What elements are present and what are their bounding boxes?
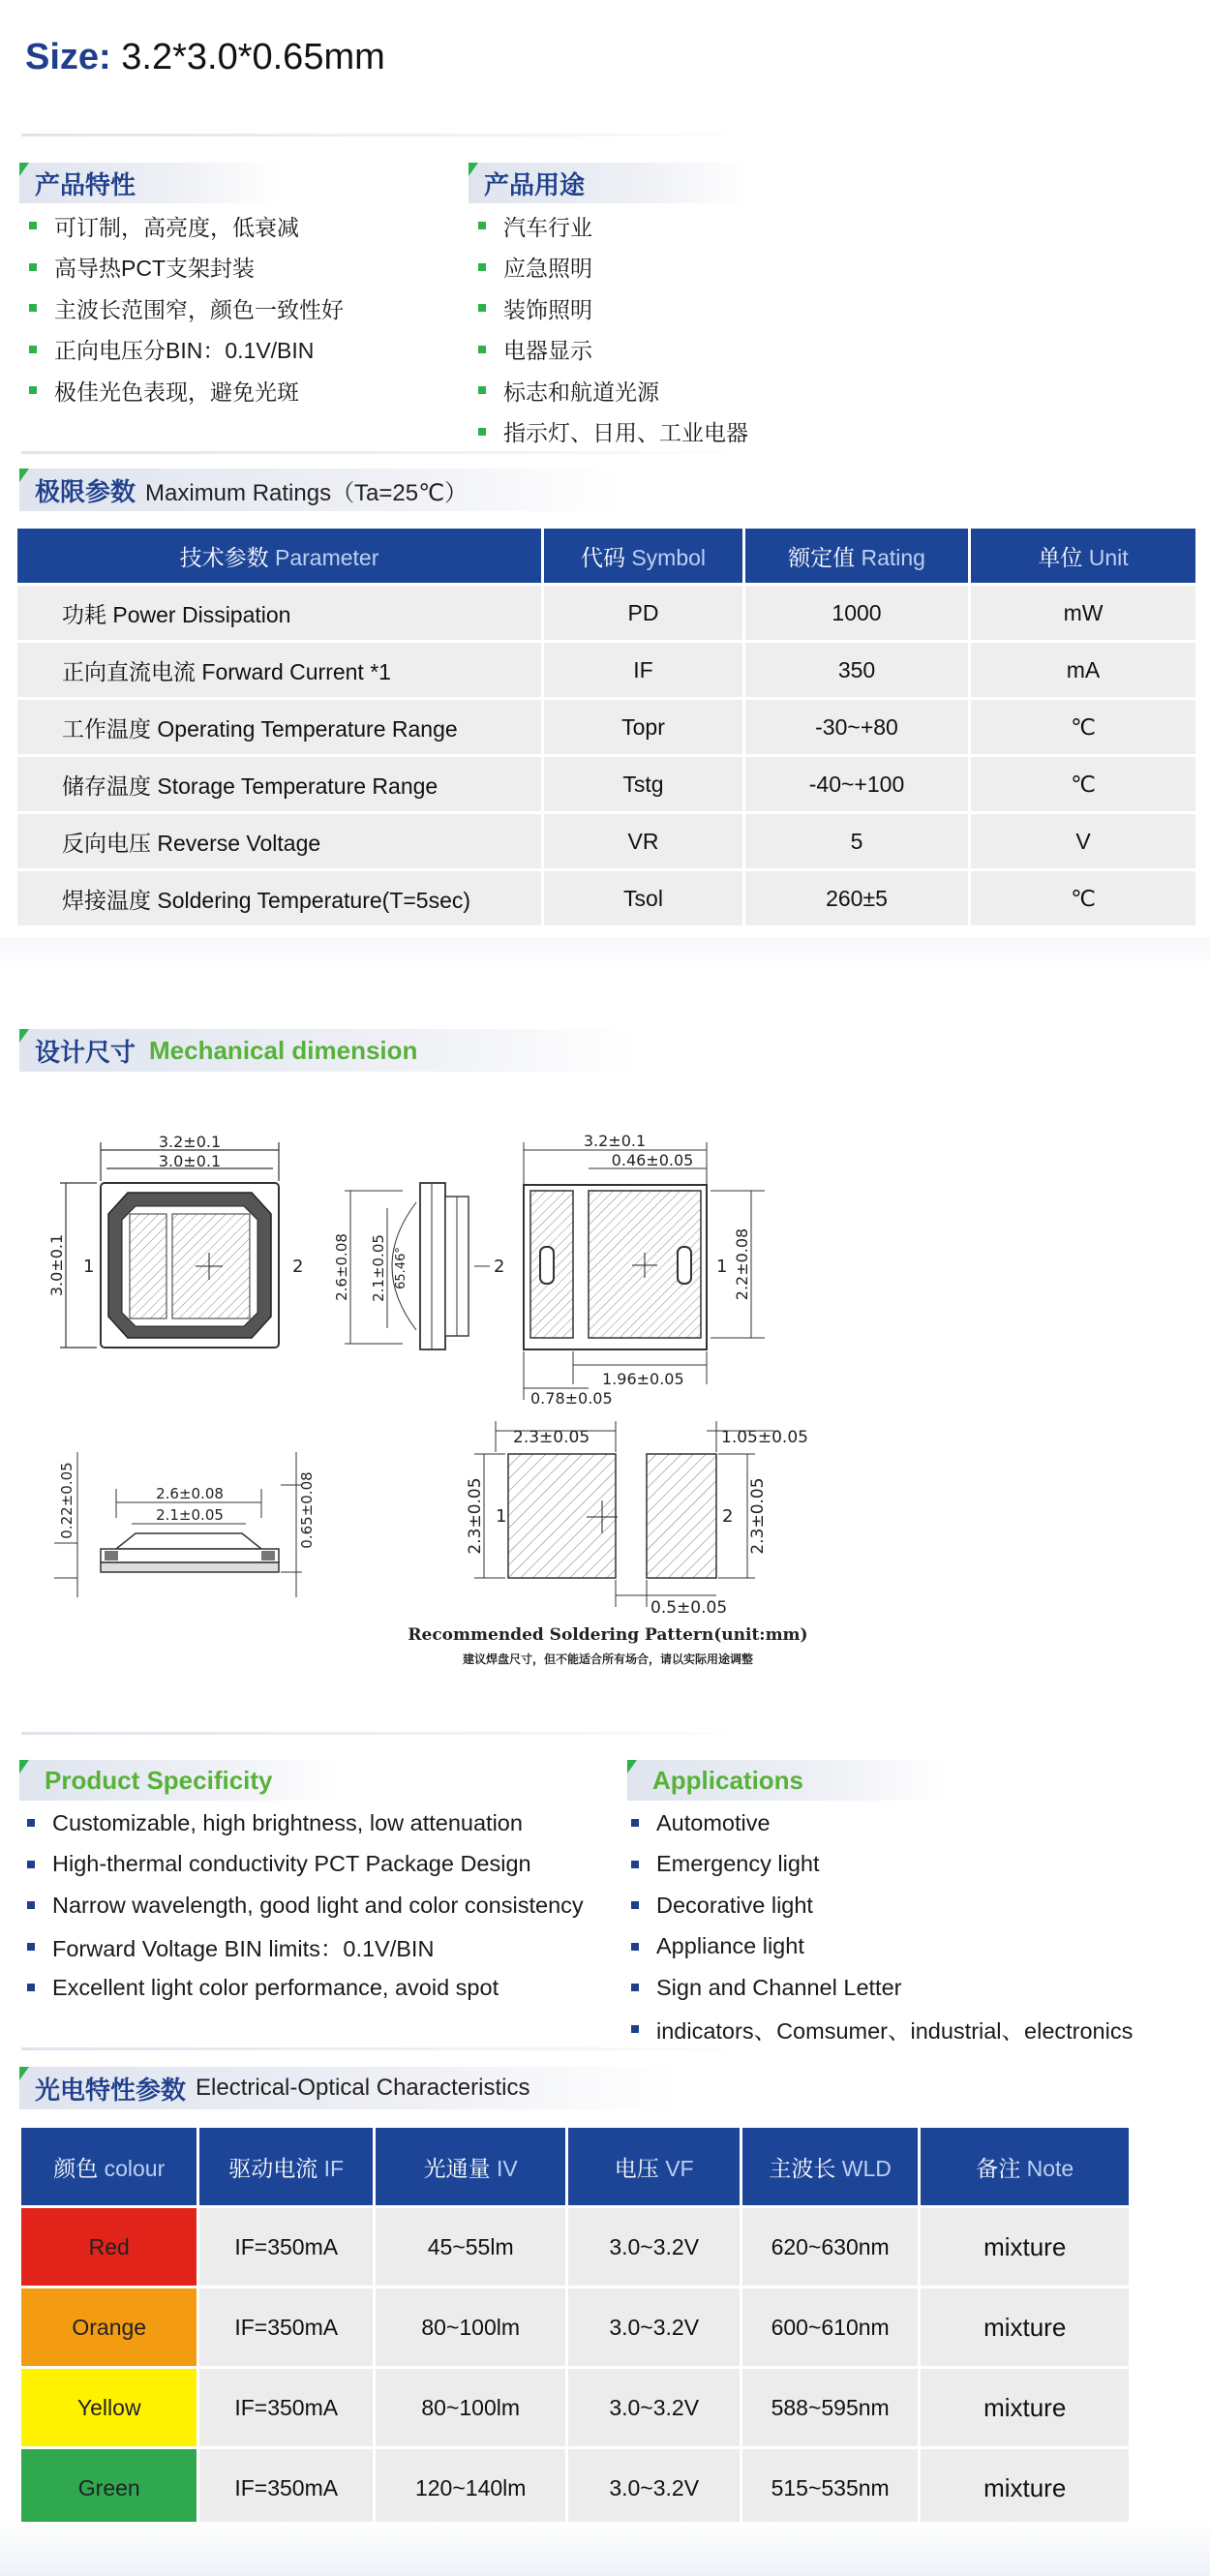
table-row <box>21 2208 1129 2286</box>
dim-label: 2.2±0.08 <box>733 1227 751 1301</box>
unit-cell: ℃ <box>971 757 1195 811</box>
list-item: 可订制，高亮度，低衰减 <box>29 205 344 247</box>
bullet-icon <box>631 1901 639 1909</box>
list-item: Appliance light <box>631 1926 1133 1968</box>
dim-label: 3.0±0.1 <box>158 1152 222 1170</box>
if-cell: IF=350mA <box>199 2288 372 2366</box>
features-cn-list <box>29 205 344 411</box>
eo-title-cn: 光电特性参数 <box>35 2075 187 2105</box>
table-row <box>21 2288 1129 2366</box>
eo-table <box>18 2125 1132 2530</box>
pattern-note: 建议焊盘尺寸，但不能适合所有场合，请以实际用途调整 <box>462 1652 754 1666</box>
bullet-icon <box>478 222 486 229</box>
dim-label: 0.22±0.05 <box>58 1462 76 1539</box>
wld-cell: 588~595nm <box>742 2369 918 2446</box>
front-view <box>54 1452 316 1597</box>
features-en-list <box>27 1803 584 2009</box>
bullet-icon <box>631 1943 639 1951</box>
iv-cell: 80~100lm <box>376 2288 566 2366</box>
max-ratings-title-en: Maximum Ratings（Ta=25℃） <box>145 479 469 506</box>
param-cell: 焊接温度 Soldering Temperature(T=5sec) <box>17 871 541 925</box>
list-item: Forward Voltage BIN limits：0.1V/BIN <box>27 1926 584 1968</box>
features-cn-heading <box>19 163 281 203</box>
pin-label: 1 <box>496 1506 507 1527</box>
bullet-icon <box>29 304 37 312</box>
vf-cell: 3.0~3.2V <box>568 2369 739 2446</box>
param-cell: 正向直流电流 Forward Current *1 <box>17 643 541 697</box>
unit-cell: mW <box>971 586 1195 640</box>
param-cell: 反向电压 Reverse Voltage <box>17 814 541 868</box>
corner-mark-icon <box>19 469 29 482</box>
bullet-icon <box>27 1819 35 1827</box>
list-item: Emergency light <box>631 1844 1133 1886</box>
table-row <box>17 586 1195 640</box>
vf-cell: 3.0~3.2V <box>568 2208 739 2286</box>
list-item: 装饰照明 <box>478 288 748 329</box>
size-label: Size: <box>25 37 111 77</box>
if-cell: IF=350mA <box>199 2369 372 2446</box>
bullet-icon <box>631 1819 639 1827</box>
column-header: 代码 Symbol <box>544 529 742 583</box>
table-row <box>17 814 1195 868</box>
bullet-icon <box>29 346 37 353</box>
dim-label: 2.6±0.08 <box>333 1233 350 1301</box>
table-row <box>17 700 1195 754</box>
bullet-icon <box>631 1861 639 1868</box>
dim-label: 3.0±0.1 <box>47 1233 66 1297</box>
table-row <box>21 2369 1129 2446</box>
max-ratings-table <box>15 526 1198 928</box>
list-item: 电器显示 <box>478 329 748 371</box>
corner-mark-icon <box>19 2067 29 2080</box>
bullet-icon <box>478 263 486 271</box>
column-header: 电压 VF <box>568 2128 739 2205</box>
symbol-cell: Tstg <box>544 757 742 811</box>
if-cell: IF=350mA <box>199 2208 372 2286</box>
param-cell: 储存温度 Storage Temperature Range <box>17 757 541 811</box>
rating-cell: -30~+80 <box>745 700 968 754</box>
dim-label: 1.96±0.05 <box>602 1370 684 1388</box>
column-header: 单位 Unit <box>971 529 1195 583</box>
divider <box>21 451 757 454</box>
bullet-icon <box>29 386 37 394</box>
color-cell: Yellow <box>21 2369 197 2446</box>
mechanical-drawing <box>39 1123 891 1684</box>
wld-cell: 620~630nm <box>742 2208 918 2286</box>
param-cell: 工作温度 Operating Temperature Range <box>17 700 541 754</box>
column-header: 主波长 WLD <box>742 2128 918 2205</box>
bullet-icon <box>27 1943 35 1951</box>
dim-label: 0.46±0.05 <box>611 1151 694 1169</box>
list-item: 极佳光色表现，避免光斑 <box>29 370 344 411</box>
top-view <box>47 1133 303 1348</box>
iv-cell: 80~100lm <box>376 2369 566 2446</box>
pin-label: 2 <box>494 1257 505 1277</box>
if-cell: IF=350mA <box>199 2449 372 2527</box>
symbol-cell: Topr <box>544 700 742 754</box>
pattern-caption: Recommended Soldering Pattern(unit:mm) <box>408 1625 808 1645</box>
table-row <box>17 871 1195 925</box>
column-header: 颜色 colour <box>21 2128 197 2205</box>
pin-label: 1 <box>716 1257 728 1277</box>
footer-band <box>0 2522 1210 2576</box>
color-cell: Red <box>21 2208 197 2286</box>
dim-label: 2.6±0.08 <box>156 1485 224 1502</box>
table-header-row <box>17 529 1195 583</box>
dim-label: 3.2±0.1 <box>583 1132 647 1150</box>
note-cell: mixture <box>921 2208 1129 2286</box>
mechanical-title-en: Mechanical dimension <box>149 1035 418 1065</box>
eo-title-en: Electrical-Optical Characteristics <box>196 2075 530 2101</box>
unit-cell: ℃ <box>971 700 1195 754</box>
list-item: Automotive <box>631 1803 1133 1844</box>
dim-label: 2.3±0.05 <box>466 1477 485 1555</box>
eo-heading <box>19 2067 678 2109</box>
section-band <box>0 937 1210 972</box>
bullet-icon <box>478 304 486 312</box>
bullet-icon <box>478 428 486 436</box>
page-title <box>25 37 385 78</box>
bullet-icon <box>631 2025 639 2033</box>
unit-cell: mA <box>971 643 1195 697</box>
features-en-title: Product Specificity <box>45 1765 273 1795</box>
rating-cell: -40~+100 <box>745 757 968 811</box>
dim-label: 0.65±0.08 <box>298 1471 316 1549</box>
applications-cn-heading <box>469 163 749 203</box>
color-cell: Orange <box>21 2288 197 2366</box>
bottom-view <box>494 1132 765 1408</box>
soldering-pattern <box>408 1421 808 1666</box>
unit-cell: V <box>971 814 1195 868</box>
dim-label: 0.78±0.05 <box>530 1389 613 1408</box>
table-row <box>17 643 1195 697</box>
table-row <box>21 2449 1129 2527</box>
list-item: Decorative light <box>631 1885 1133 1926</box>
symbol-cell: IF <box>544 643 742 697</box>
bullet-icon <box>478 346 486 353</box>
dim-label: 2.1±0.05 <box>370 1234 387 1302</box>
corner-mark-icon <box>19 1760 29 1773</box>
dim-label: 2.3±0.05 <box>513 1428 590 1447</box>
table-header-row <box>21 2128 1129 2205</box>
rating-cell: 1000 <box>745 586 968 640</box>
list-item: Narrow wavelength, good light and color consistency <box>27 1885 584 1926</box>
column-header: 光通量 IV <box>376 2128 566 2205</box>
rating-cell: 350 <box>745 643 968 697</box>
list-item: 高导热PCT支架封装 <box>29 247 344 288</box>
corner-mark-icon <box>469 163 478 176</box>
dim-label: 0.5±0.05 <box>650 1598 728 1618</box>
dim-label: 1.05±0.05 <box>721 1428 808 1447</box>
pin-label: 1 <box>83 1257 95 1277</box>
symbol-cell: PD <box>544 586 742 640</box>
wld-cell: 600~610nm <box>742 2288 918 2366</box>
note-cell: mixture <box>921 2449 1129 2527</box>
rating-cell: 260±5 <box>745 871 968 925</box>
list-item: 主波长范围窄，颜色一致性好 <box>29 288 344 329</box>
iv-cell: 120~140lm <box>376 2449 566 2527</box>
bullet-icon <box>478 386 486 394</box>
bullet-icon <box>29 263 37 271</box>
corner-mark-icon <box>19 163 29 176</box>
list-item: indicators、Comsumer、industrial、electronics <box>631 2009 1133 2050</box>
column-header: 驱动电流 IF <box>199 2128 372 2205</box>
column-header: 备注 Note <box>921 2128 1129 2205</box>
param-cell: 功耗 Power Dissipation <box>17 586 541 640</box>
pin-label: 2 <box>722 1506 734 1527</box>
bullet-icon <box>29 222 37 229</box>
pin-label: 2 <box>292 1257 304 1277</box>
divider <box>21 2047 757 2050</box>
corner-mark-icon <box>19 1029 29 1043</box>
list-item: 标志和航道光源 <box>478 370 748 411</box>
applications-cn-list <box>478 205 748 452</box>
note-cell: mixture <box>921 2288 1129 2366</box>
table-row <box>17 757 1195 811</box>
applications-en-heading <box>627 1760 947 1801</box>
column-header: 额定值 Rating <box>745 529 968 583</box>
unit-cell: ℃ <box>971 871 1195 925</box>
side-view <box>333 1183 490 1349</box>
applications-en-list <box>631 1803 1133 2049</box>
list-item: Sign and Channel Letter <box>631 1967 1133 2009</box>
dim-label: 2.1±0.05 <box>156 1506 224 1524</box>
list-item: Customizable, high brightness, low attenuation <box>27 1803 584 1844</box>
list-item: 汽车行业 <box>478 205 748 247</box>
vf-cell: 3.0~3.2V <box>568 2288 739 2366</box>
list-item: Excellent light color performance, avoid spot <box>27 1967 584 2009</box>
list-item: 应急照明 <box>478 247 748 288</box>
divider <box>21 1732 757 1735</box>
bullet-icon <box>27 1901 35 1909</box>
list-item: High-thermal conductivity PCT Package Design <box>27 1844 584 1886</box>
dim-label: 3.2±0.1 <box>158 1133 222 1151</box>
applications-en-title: Applications <box>652 1765 804 1795</box>
divider <box>21 134 757 136</box>
vf-cell: 3.0~3.2V <box>568 2449 739 2527</box>
max-ratings-title-cn: 极限参数 <box>35 476 136 506</box>
bullet-icon <box>27 1861 35 1868</box>
symbol-cell: VR <box>544 814 742 868</box>
size-value: 3.2*3.0*0.65mm <box>121 37 385 77</box>
features-en-heading <box>19 1760 339 1801</box>
dim-label: 2.3±0.05 <box>748 1477 768 1555</box>
list-item: 指示灯、日用、工业电器 <box>478 411 748 453</box>
corner-mark-icon <box>627 1760 637 1773</box>
bullet-icon <box>27 1984 35 1991</box>
note-cell: mixture <box>921 2369 1129 2446</box>
features-cn-title: 产品特性 <box>35 169 136 199</box>
mechanical-heading <box>19 1029 639 1072</box>
applications-cn-title: 产品用途 <box>484 169 586 199</box>
mechanical-title-cn: 设计尺寸 <box>35 1037 136 1067</box>
max-ratings-heading <box>19 469 620 511</box>
symbol-cell: Tsol <box>544 871 742 925</box>
column-header: 技术参数 Parameter <box>17 529 541 583</box>
dim-label: 65.46° <box>394 1247 408 1289</box>
color-cell: Green <box>21 2449 197 2527</box>
bullet-icon <box>631 1984 639 1991</box>
rating-cell: 5 <box>745 814 968 868</box>
iv-cell: 45~55lm <box>376 2208 566 2286</box>
list-item: 正向电压分BIN：0.1V/BIN <box>29 329 344 371</box>
wld-cell: 515~535nm <box>742 2449 918 2527</box>
